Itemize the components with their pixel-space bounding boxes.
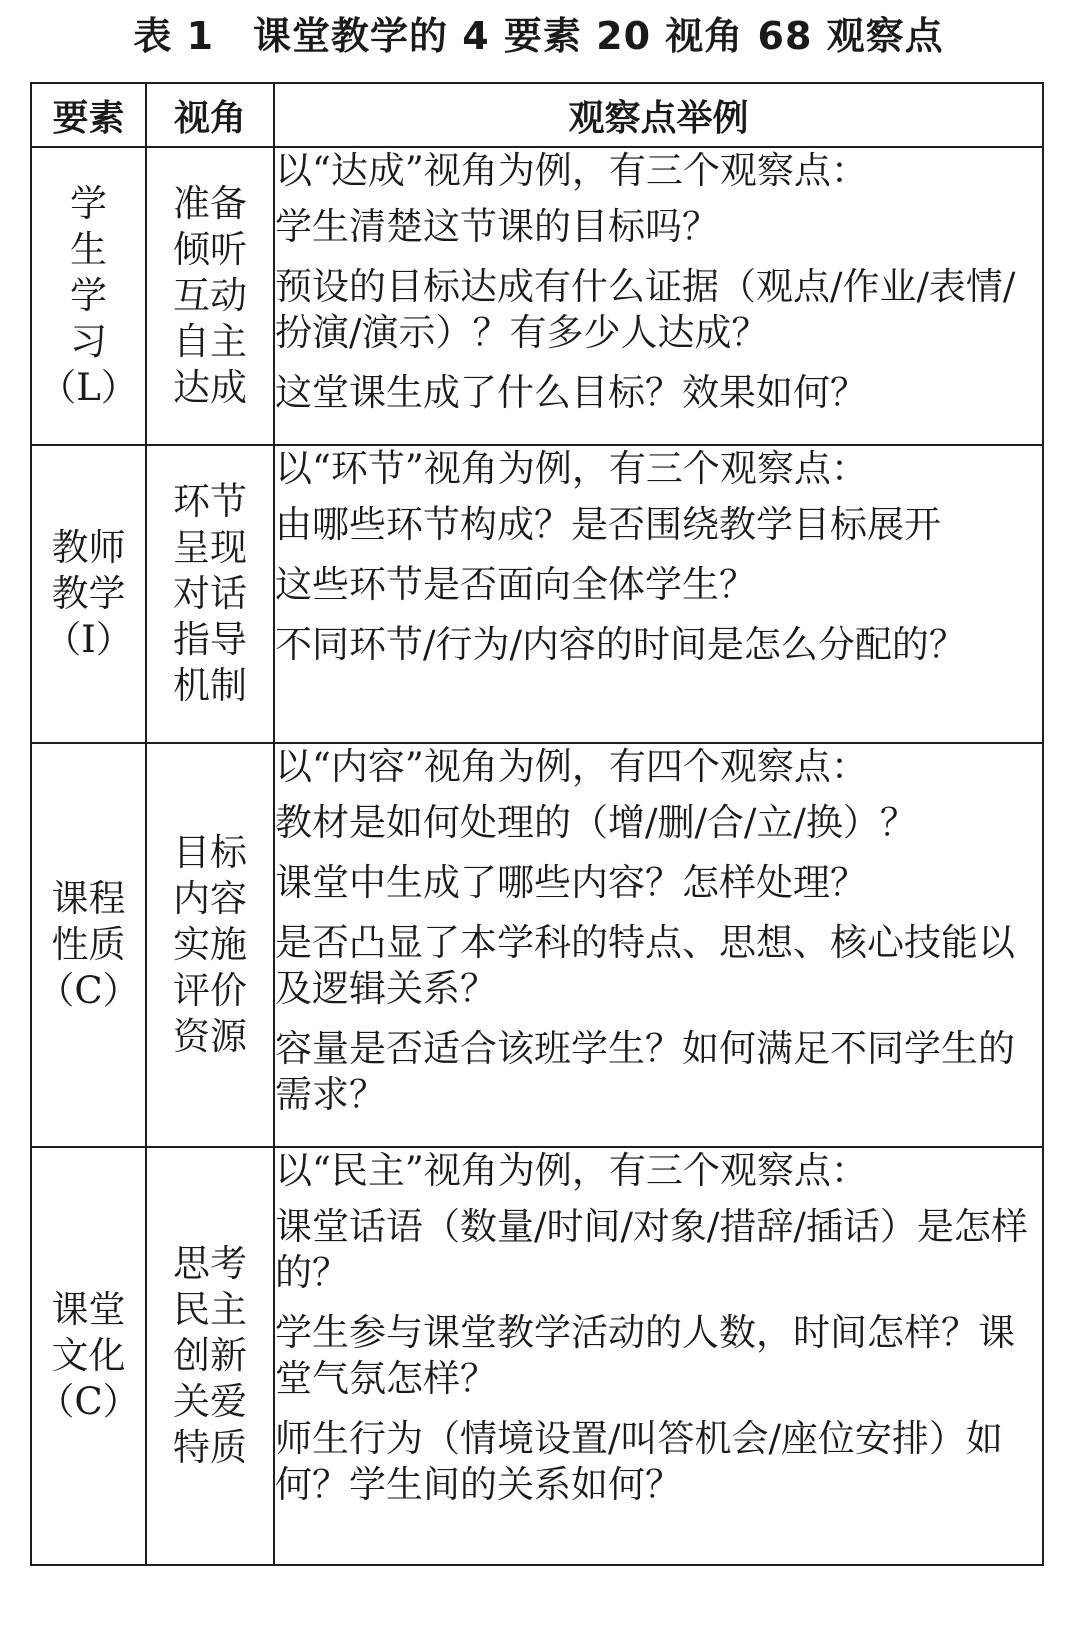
observation-point: 这堂课生成了什么目标？效果如何？: [275, 371, 867, 414]
observation-intro: 以“环节”视角为例，有三个观察点：: [275, 447, 868, 490]
element-name: 学生学习: [70, 182, 107, 363]
table-row: [31, 147, 1043, 445]
header-perspective: 视角: [146, 83, 274, 147]
observation-table: [30, 82, 1044, 1566]
perspective-list: 目标内容实施评价资源: [173, 831, 247, 1058]
observation-point: 课堂话语（数量/时间/对象/措辞/插话）是怎样的？: [275, 1205, 1028, 1294]
perspective-cell: [146, 743, 274, 1147]
observation-points-cell: [274, 743, 1043, 1147]
perspective-list: 准备倾听互动自主达成: [173, 182, 247, 409]
observation-point: 预设的目标达成有什么证据（观点/作业/表情/扮演/演示）？有多少人达成？: [275, 265, 1016, 354]
element-code: （L）: [39, 366, 138, 409]
observation-point: 是否凸显了本学科的特点、思想、核心技能以及逻辑关系？: [275, 921, 1015, 1010]
element-name: 教师教学: [51, 526, 126, 615]
element-name: 课堂文化: [51, 1288, 126, 1377]
table-row: [31, 1147, 1043, 1565]
observation-point: 教材是如何处理的（增/删/合/立/换）？: [275, 801, 917, 844]
observation-point: 这些环节是否面向全体学生？: [275, 563, 756, 606]
observation-intro: 以“内容”视角为例，有四个观察点：: [275, 745, 868, 788]
perspective-list: 环节呈现对话指导机制: [173, 480, 247, 707]
perspective-list: 思考民主创新关爱特质: [173, 1242, 247, 1469]
observation-point: 由哪些环节构成？是否围绕教学目标展开: [275, 503, 941, 546]
observation-point: 课堂中生成了哪些内容？怎样处理？: [275, 861, 867, 904]
perspective-cell: [146, 1147, 274, 1565]
element-name: 课程性质: [51, 877, 126, 966]
element-cell: [31, 147, 146, 445]
header-element: 要素: [31, 83, 146, 147]
element-code: （C）: [37, 1380, 140, 1423]
observation-point: 容量是否适合该班学生？如何满足不同学生的需求？: [275, 1027, 1015, 1116]
table-row: [31, 743, 1043, 1147]
element-cell: [31, 445, 146, 743]
observation-intro: 以“民主”视角为例，有三个观察点：: [275, 1149, 868, 1192]
element-code: （C）: [37, 969, 140, 1012]
header-observation-points: 观察点举例: [274, 83, 1043, 147]
element-cell: [31, 1147, 146, 1565]
perspective-cell: [146, 445, 274, 743]
observation-point: 学生参与课堂教学活动的人数，时间怎样？课堂气氛怎样？: [275, 1311, 1015, 1400]
table-caption: 表 1 课堂教学的 4 要素 20 视角 68 观察点: [133, 14, 944, 58]
observation-point: 学生清楚这节课的目标吗？: [275, 205, 719, 248]
observation-points-cell: [274, 1147, 1043, 1565]
element-code: （I）: [44, 618, 133, 661]
observation-points-cell: [274, 147, 1043, 445]
table-header-row: [31, 83, 1043, 147]
observation-point: 师生行为（情境设置/叫答机会/座位安排）如何？学生间的关系如何？: [275, 1417, 1003, 1506]
observation-points-cell: [274, 445, 1043, 743]
perspective-cell: [146, 147, 274, 445]
observation-intro: 以“达成”视角为例，有三个观察点：: [275, 149, 868, 192]
observation-point: 不同环节/行为/内容的时间是怎么分配的？: [275, 623, 966, 666]
table-row: [31, 445, 1043, 743]
element-cell: [31, 743, 146, 1147]
